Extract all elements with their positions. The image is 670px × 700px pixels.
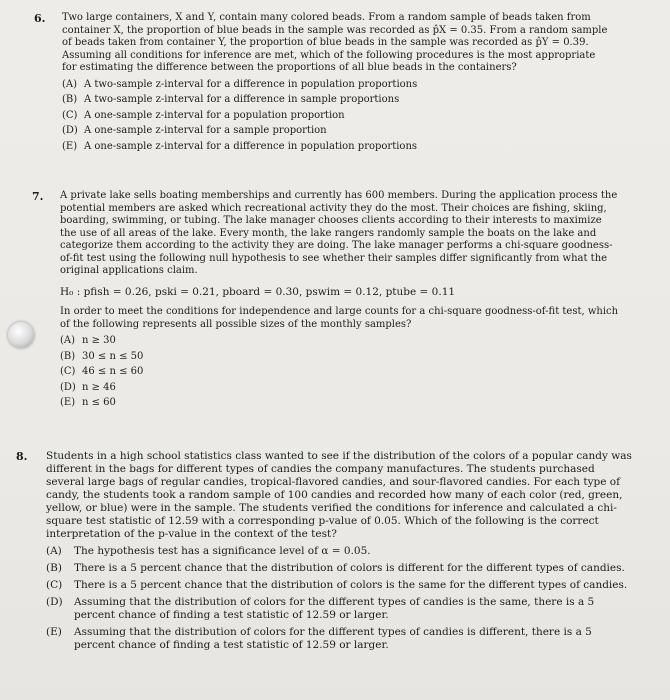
question-7-choice-e[interactable]: (E) n ≤ 60 xyxy=(60,397,116,408)
question-7-number: 7. xyxy=(32,190,44,203)
question-7-choice-a[interactable]: (A) n ≥ 30 xyxy=(60,335,116,346)
question-7-stem: A private lake sells boating memberships and currently has 600 members. During the application process the potential members are asked which recreational activity they do the most. Their choices are fishing, skiing, boarding, swimming, or tubing. The lake manager chooses clients according to their interests to maximize the use of all areas of the lake. Every month, the lake rangers randomly sample the boats on the lake and categorize them according to the activity they are doing. The lake manager performs a chi-square goodness-of-fit test using the following null hypothesis to see whether their samples differ significantly from what the original applications claim. xyxy=(60,190,618,276)
question-6-choice-c[interactable]: (C) A one-sample z-interval for a population proportion xyxy=(62,109,345,121)
question-7-choices xyxy=(60,335,620,410)
question-6-choice-a[interactable]: (A) A two-sample z-interval for a difference in population proportions xyxy=(62,78,418,90)
question-7-choice-d[interactable]: (D) n ≥ 46 xyxy=(60,381,116,393)
null-hypothesis: H₀ : pfish = 0.26, pski = 0.21, pboard = 0.30, pswim = 0.12, ptube = 0.11 xyxy=(60,285,456,298)
question-8-choices xyxy=(46,545,636,652)
question-7-choice-b[interactable]: (B) 30 ≤ n ≤ 50 xyxy=(60,350,144,362)
question-8 xyxy=(46,450,636,656)
question-7-followup: In order to meet the conditions for independence and large counts for a chi-square goodness-of-fit test, which of the following represents all possible sizes of the monthly samples? xyxy=(60,306,619,330)
question-8-choice-a[interactable]: (A) The hypothesis test has a significance level of α = 0.05. xyxy=(46,545,371,557)
answer-marker-icon xyxy=(8,322,34,348)
question-6-choice-e[interactable]: (E) A one-sample z-interval for a difference in population proportions xyxy=(62,140,418,152)
question-8-number: 8. xyxy=(16,450,28,463)
question-8-choice-e[interactable]: (E) Assuming that the distribution of colors for the different types of candies is different, there is a 5 percent chance of finding a test statistic of 12.59 or larger. xyxy=(46,626,592,651)
question-7 xyxy=(60,190,620,413)
question-6-choices xyxy=(62,79,610,154)
question-6-stem: Two large containers, X and Y, contain many colored beads. From a random sample of beads taken from container X, the proportion of blue beads in the sample was recorded as p̂X = 0.35. From a random sample of beads taken from container Y, the proportion of blue beads in the sample was recorded as p̂Y = 0.39. Assuming all conditions for inference are met, which of the following procedures is the most appropriate for estimating the difference between the proportions of all blue beads in the containers? xyxy=(62,12,608,73)
question-8-choice-c[interactable]: (C) There is a 5 percent chance that the distribution of colors is the same for the different types of candies. xyxy=(46,579,628,591)
question-8-stem: Students in a high school statistics class wanted to see if the distribution of the colors of a popular candy was different in the bags for different types of candies the company manufactures. The students purchased several large bags of regular candies, tropical-flavored candies, and sour-flavored candies. For each type of candy, the students took a random sample of 100 candies and recorded how many of each color (red, green, yellow, or blue) were in the sample. The students verified the conditions for inference and calculated a chi-square test statistic of 12.59 with a corresponding p-value of 0.05. Which of the following is the correct interpretation of the p-value in the context of the test? xyxy=(46,450,632,540)
question-8-choice-d[interactable]: (D) Assuming that the distribution of colors for the different types of candies is the same, there is a 5 percent chance of finding a test statistic of 12.59 or larger. xyxy=(46,596,595,621)
question-7-choice-c[interactable]: (C) 46 ≤ n ≤ 60 xyxy=(60,366,144,377)
question-6-number: 6. xyxy=(34,12,46,25)
question-8-choice-b[interactable]: (B) There is a 5 percent chance that the distribution of colors is different for the different types of candies. xyxy=(46,562,625,574)
question-6-choice-b[interactable]: (B) A two-sample z-interval for a difference in sample proportions xyxy=(62,94,400,105)
question-6-choice-d[interactable]: (D) A one-sample z-interval for a sample proportion xyxy=(62,125,327,136)
question-6 xyxy=(62,12,610,156)
